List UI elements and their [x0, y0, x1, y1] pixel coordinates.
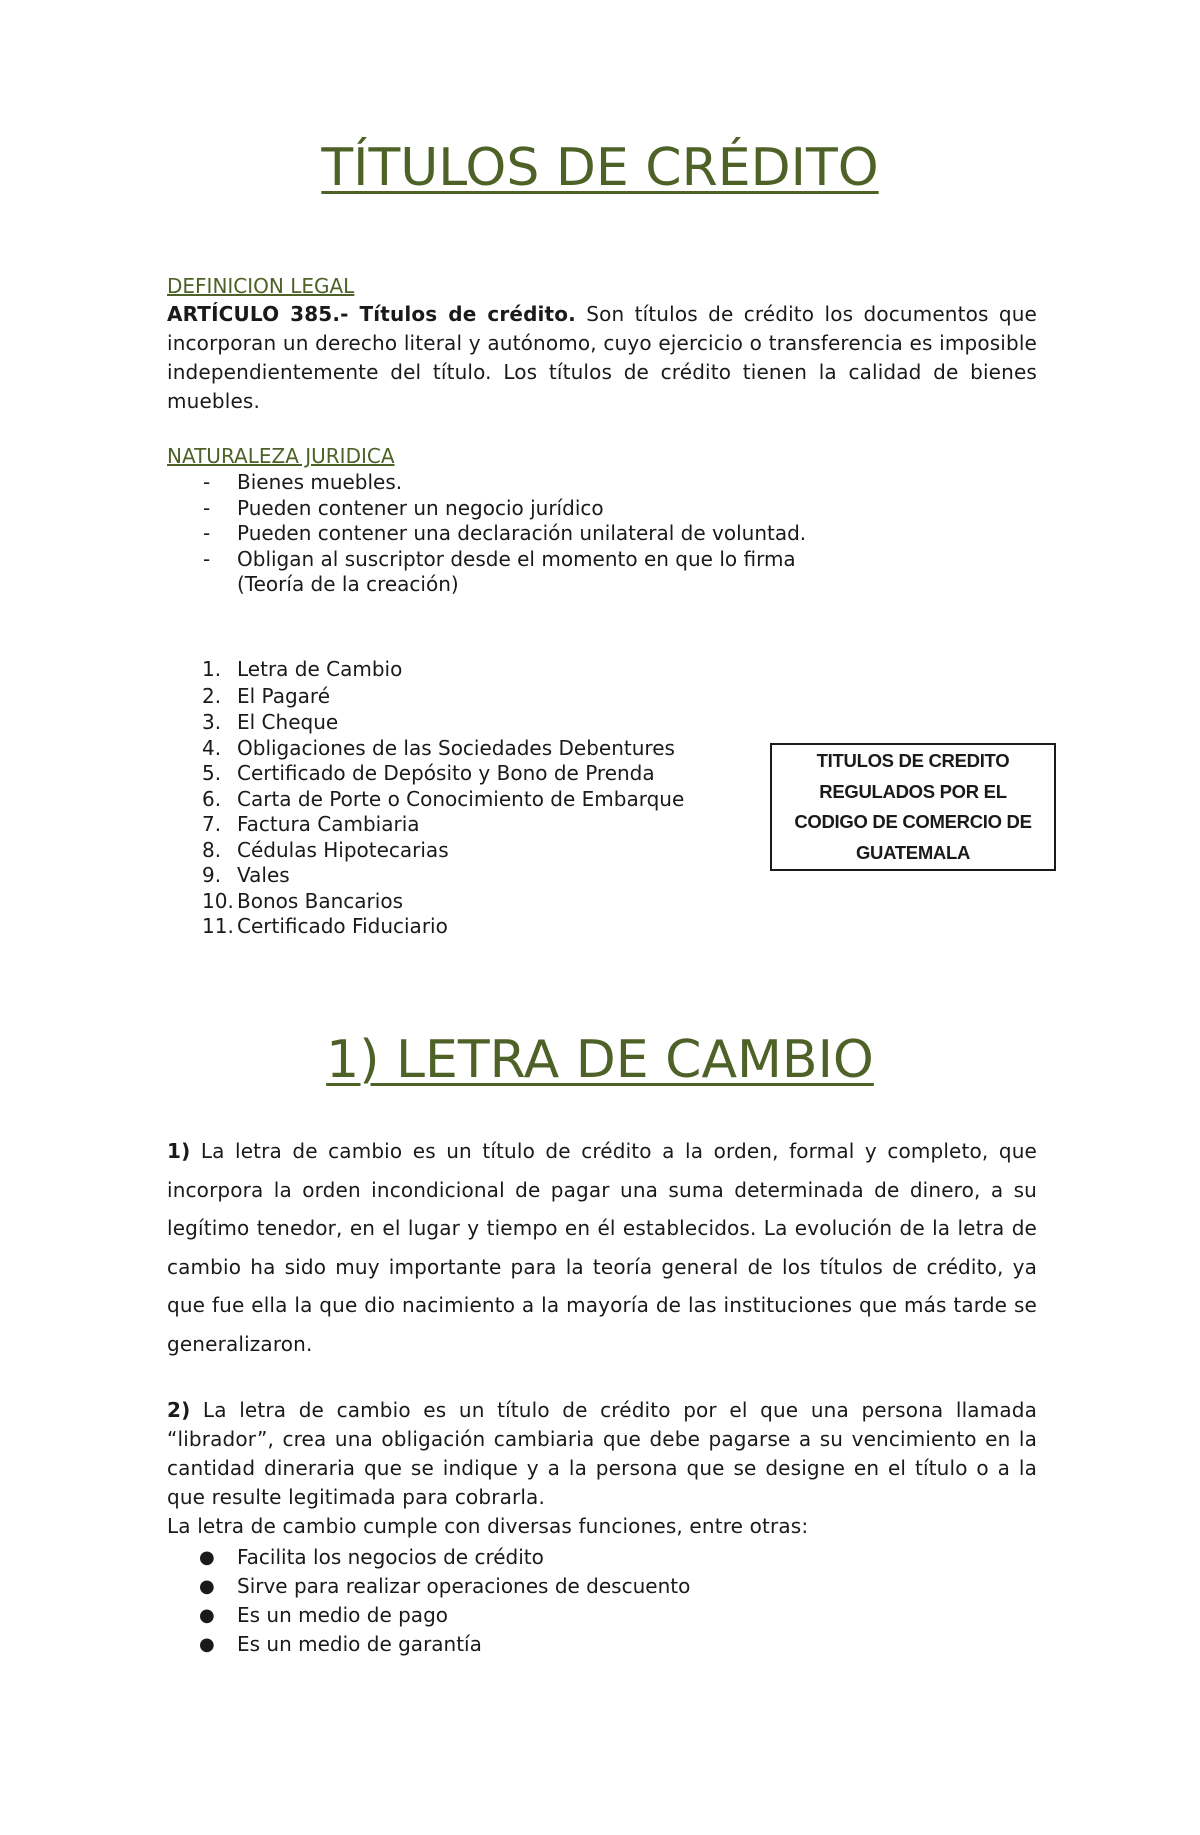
page-title: TÍTULOS DE CRÉDITO [321, 138, 879, 198]
list-item: 6. Carta de Porte o Conocimiento de Embarque [202, 786, 685, 811]
list-item: 11. Certificado Fiduciario [202, 914, 448, 938]
letra-paragraph-1: 1) La letra de cambio es un título de crédito a la orden, formal y completo, que incorpora la orden incondicional de pagar una suma determinada de dinero, a su legítimo tenedor, en el lugar y tiempo en él establecidos. La evolución de la letra de cambio ha sido muy importante para la teoría general de los títulos de crédito, ya que fue ella la que dio nacimiento a la mayoría de las instituciones que más tarde se generalizaron. [167, 1139, 1037, 1356]
definicion-text: Son títulos de crédito los documentos que incorporan un derecho literal y autónomo, cuyo ejercicio o transferencia es imposible independientemente del título. Los títulos de crédito tienen la calidad de bienes muebles. [167, 302, 1037, 413]
list-item: 8. Cédulas Hipotecarias [202, 837, 449, 862]
list-item: - Pueden contener un negocio jurídico [203, 495, 604, 520]
codigo-comercio-box: TITULOS DE CREDITO REGULADOS POR EL CODIGO DE COMERCIO DE GUATEMALA [770, 743, 1056, 871]
list-item: 9. Vales [202, 863, 290, 887]
list-item: ● Facilita los negocios de crédito [199, 1545, 544, 1569]
list-item: 1. Letra de Cambio [202, 657, 403, 681]
funciones-intro: La letra de cambio cumple con diversas funciones, entre otras: [167, 1514, 809, 1538]
definicion-paragraph [167, 300, 1037, 416]
titulos-list [167, 656, 767, 940]
definicion-heading: DEFINICION LEGAL [167, 274, 355, 298]
list-item: - Pueden contener una declaración unilateral de voluntad. [203, 521, 807, 545]
list-item: 10. Bonos Bancarios [202, 888, 403, 913]
funciones-list [167, 1543, 1037, 1659]
article-label: ARTÍCULO 385.- Títulos de crédito. [167, 302, 576, 326]
list-item: - Obligan al suscriptor desde el momento en que lo firma (Teoría de la creación) [203, 546, 796, 596]
list-item: - Bienes muebles. [203, 470, 403, 494]
letra-cambio-title: 1) LETRA DE CAMBIO [326, 1030, 874, 1090]
list-item: 5. Certificado de Depósito y Bono de Prenda [202, 761, 655, 785]
list-item: ● Es un medio de garantía [199, 1632, 482, 1656]
list-item: 3. El Cheque [202, 710, 339, 734]
list-item: 7. Factura Cambiaria [202, 812, 420, 836]
letra-paragraph-2: 2) La letra de cambio es un título de crédito por el que una persona llamada “librador”, crea una obligación cambiaria que debe pagarse a su vencimiento en la cantidad dineraria que se indique y a la persona que se designe en el título o a la que resulte legitimada para cobrarla. [167, 1398, 1037, 1509]
list-item: 4. Obligaciones de las Sociedades Debentures [202, 735, 675, 760]
naturaleza-list [167, 470, 1037, 598]
list-item: ● Sirve para realizar operaciones de descuento [199, 1574, 691, 1598]
list-item: ● Es un medio de pago [199, 1603, 448, 1627]
naturaleza-heading: NATURALEZA JURIDICA [167, 444, 395, 468]
list-item: 2. El Pagaré [202, 684, 331, 708]
